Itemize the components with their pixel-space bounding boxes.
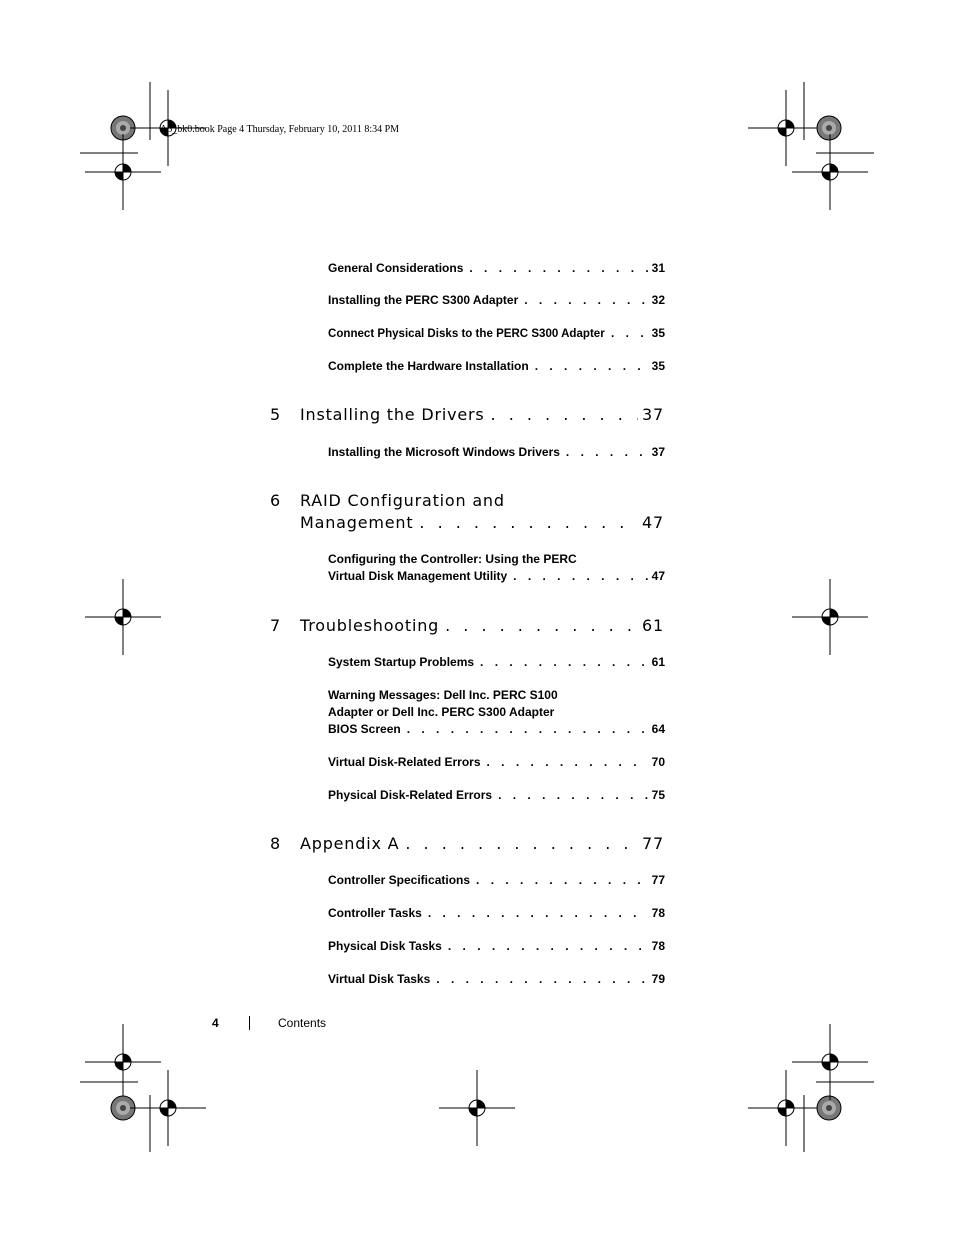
toc-entry-page: 75 (651, 788, 665, 802)
toc-entry-page: 64 (651, 722, 665, 736)
toc-entry-page: 61 (651, 655, 665, 669)
registration-mark-icon (439, 1070, 515, 1146)
toc-entry-page: 35 (651, 326, 665, 340)
chapter-title: Management (300, 513, 414, 532)
footer-divider (249, 1016, 250, 1030)
toc-chapter-6[interactable] (270, 491, 664, 535)
dot-leader (524, 293, 647, 307)
toc-entry-title: Installing the Microsoft Windows Drivers (328, 445, 560, 459)
toc-entry-page: 78 (651, 939, 665, 953)
chapter-number: 6 (270, 491, 281, 510)
toc-entry-page: 35 (651, 359, 665, 373)
toc-entry-title-line: Configuring the Controller: Using the PERC (328, 552, 577, 566)
toc-entry[interactable] (328, 552, 665, 586)
registration-mark-icon (85, 134, 161, 210)
toc-entry-title: System Startup Problems (328, 655, 475, 669)
toc-entry-page: 78 (651, 906, 665, 920)
dot-leader (445, 616, 638, 635)
registration-mark-icon (748, 90, 824, 166)
chapter-page: 37 (642, 405, 664, 424)
chapter-number: 7 (270, 616, 281, 635)
toc-entry-title: Controller Tasks (328, 906, 422, 920)
registration-mark-icon (130, 1070, 206, 1146)
print-slug: A5_bk0.book Page 4 Thursday, February 10, 2011 8:34 PM (160, 124, 400, 135)
toc-entry[interactable] (328, 359, 665, 376)
toc-entry-title: Complete the Hardware Installation (328, 359, 529, 373)
dot-leader (428, 906, 648, 920)
star-target-icon (817, 116, 841, 140)
registration-mark-icon (792, 134, 868, 210)
registration-mark-icon (792, 1024, 868, 1100)
dot-leader (491, 405, 639, 424)
toc-entry[interactable] (328, 688, 665, 739)
registration-mark-icon (748, 1070, 824, 1146)
toc-entry-title: Physical Disk Tasks (328, 939, 442, 953)
dot-leader (405, 834, 638, 853)
chapter-title: Appendix A (300, 834, 400, 853)
toc-entry-title: BIOS Screen (328, 722, 401, 736)
toc-entry-title: Installing the PERC S300 Adapter (328, 293, 519, 307)
toc-entry[interactable] (328, 972, 665, 989)
dot-leader (566, 445, 648, 459)
toc-entry-page: 77 (651, 873, 665, 887)
registration-mark-icon (85, 1024, 161, 1100)
toc-entry[interactable] (328, 755, 665, 772)
toc-entry-page: 31 (651, 261, 665, 275)
chapter-number: 8 (270, 834, 281, 853)
toc-chapter-7[interactable] (270, 616, 664, 638)
dot-leader (487, 755, 648, 769)
toc-entry[interactable] (328, 873, 665, 890)
dot-leader (419, 513, 638, 532)
toc-entry-title: Physical Disk-Related Errors (328, 788, 493, 802)
toc-entry-page: 70 (651, 755, 665, 769)
dot-leader (448, 939, 648, 953)
toc-chapter-8[interactable] (270, 834, 664, 856)
dot-leader (436, 972, 647, 986)
dot-leader (480, 655, 648, 669)
registration-mark-icon (85, 579, 161, 655)
toc-entry[interactable] (328, 326, 665, 343)
toc-entry-title: Virtual Disk Tasks (328, 972, 431, 986)
toc-chapter-5[interactable] (270, 405, 664, 427)
dot-leader (498, 788, 648, 802)
toc-entry[interactable] (328, 293, 665, 310)
dot-leader (476, 873, 648, 887)
chapter-title-line: RAID Configuration and (300, 491, 505, 510)
dot-leader (407, 722, 648, 736)
toc-entry[interactable] (328, 261, 665, 278)
toc-entry-page: 32 (651, 293, 665, 307)
dot-leader (513, 569, 647, 583)
toc-entry[interactable] (328, 906, 665, 923)
chapter-page: 61 (642, 616, 664, 635)
toc-entry[interactable] (328, 655, 665, 672)
toc-entry-title-line: Adapter or Dell Inc. PERC S300 Adapter (328, 705, 555, 719)
toc-entry-title: Connect Physical Disks to the PERC S300 Adapter (328, 326, 605, 340)
toc-entry[interactable] (328, 939, 665, 956)
toc-entry[interactable] (328, 445, 665, 462)
dot-leader (611, 326, 648, 340)
footer-page-number: 4 (212, 1016, 219, 1030)
toc-entry-title-line: Warning Messages: Dell Inc. PERC S100 (328, 688, 558, 702)
registration-mark-icon (792, 579, 868, 655)
star-target-icon (817, 1096, 841, 1120)
chapter-page: 47 (642, 513, 664, 532)
chapter-title: Installing the Drivers (300, 405, 485, 424)
toc-entry-title: General Considerations (328, 261, 464, 275)
footer-section-label: Contents (278, 1016, 327, 1030)
toc-entry[interactable] (328, 788, 665, 805)
dot-leader (535, 359, 648, 373)
chapter-number: 5 (270, 405, 281, 424)
toc-entry-page: 79 (651, 972, 665, 986)
chapter-page: 77 (642, 834, 664, 853)
chapter-title: Troubleshooting (300, 616, 440, 635)
toc-entry-page: 37 (651, 445, 665, 459)
toc-entry-page: 47 (651, 569, 665, 583)
toc-entry-title: Virtual Disk Management Utility (328, 569, 508, 583)
dot-leader (469, 261, 647, 275)
toc-entry-title: Virtual Disk-Related Errors (328, 755, 481, 769)
toc-entry-title: Controller Specifications (328, 873, 471, 887)
